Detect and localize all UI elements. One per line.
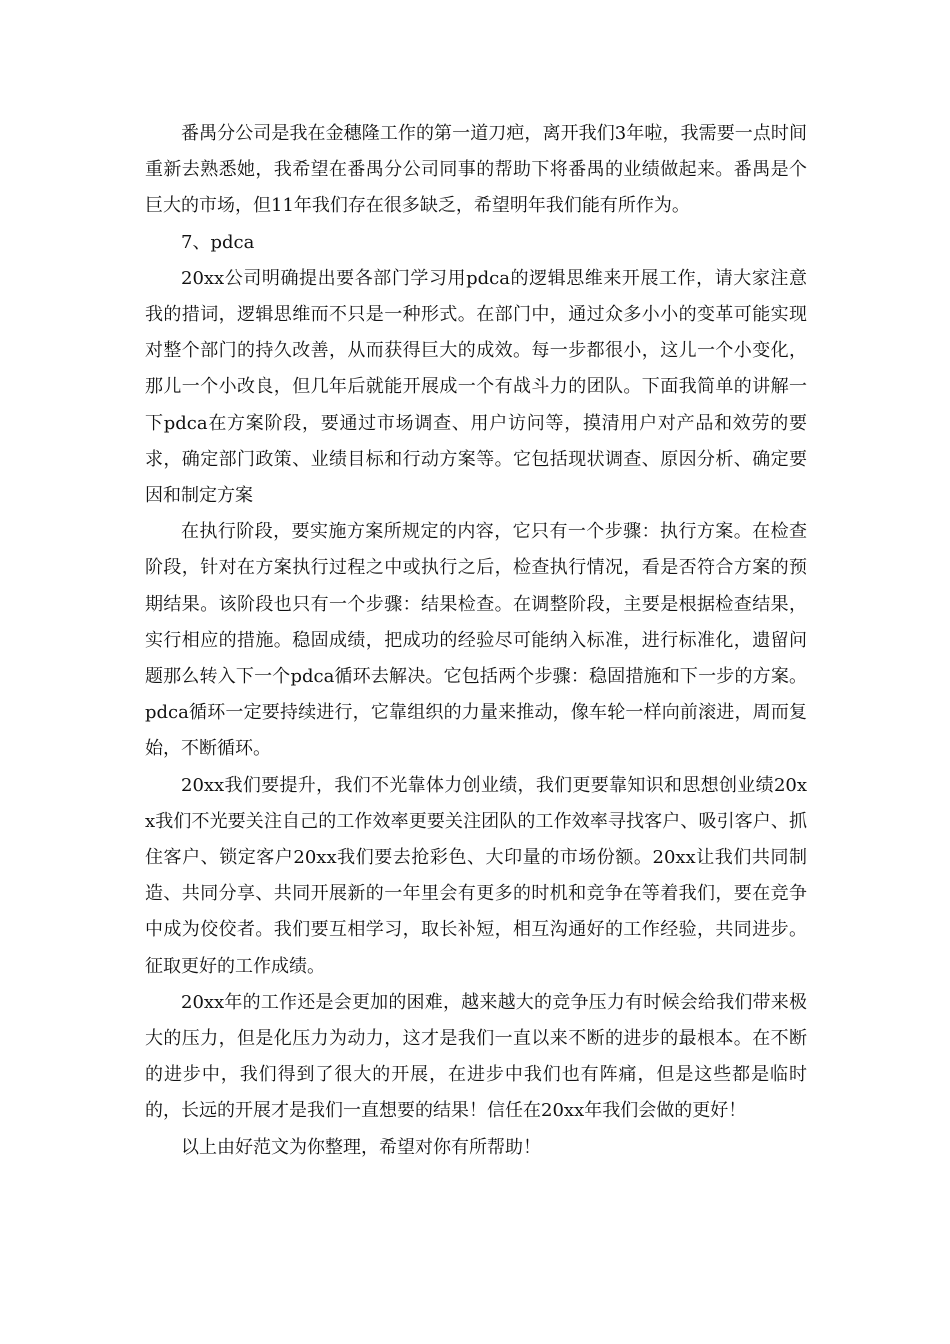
document-body [145, 116, 807, 1166]
paragraph-pdca-do-check-act: 在执行阶段，要实施方案所规定的内容，它只有一个步骤：执行方案。在检查阶段，针对在方案执行过程之中或执行之后，检查执行情况，看是否符合方案的预期结果。该阶段也只有一个步骤：结果检查。在调整阶段，主要是根据检查结果，实行相应的措施。稳固成绩，把成功的经验尽可能纳入标准，进行标准化，遗留问题那么转入下一个pdca循环去解决。它包括两个步骤：稳固措施和下一步的方案。pdca循环一定要持续进行，它靠组织的力量来推动，像车轮一样向前滚进，周而复始，不断循环。 [145, 521, 807, 760]
heading-pdca: 7、pdca [181, 231, 255, 253]
paragraph-pdca-plan: 20xx公司明确提出要各部门学习用pdca的逻辑思维来开展工作，请大家注意我的措词，逻辑思维而不只是一种形式。在部门中，通过众多小小的变革可能实现对整个部门的持久改善，从而获得巨大的成效。每一步都很小，这儿一个小变化，那儿一个小改良，但几年后就能开展成一个有战斗力的团队。下面我简单的讲解一下pdca在方案阶段，要通过市场调查、用户访问等，摸清用户对产品和效劳的要求，确定部门政策、业绩目标和行动方案等。它包括现状调查、原因分析、确定要因和制定方案 [145, 267, 807, 507]
paragraph-improvement: 20xx我们要提升，我们不光靠体力创业绩，我们更要靠知识和思想创业绩20xx我们不光要关注自己的工作效率更要关注团队的工作效率寻找客户、吸引客户、抓住客户、锁定客户20xx我们要去抢彩色、大印量的市场份额。20xx让我们共同制造、共同分享、共同开展新的一年里会有更多的时机和竞争在等着我们，要在竞争中成为佼佼者。我们要互相学习，取长补短，相互沟通好的工作经验，共同进步。征取更好的工作成绩。 [145, 774, 807, 977]
paragraph-panyu-branch: 番禺分公司是我在金穗隆工作的第一道刀疤，离开我们3年啦，我需要一点时间重新去熟悉她，我希望在番禺分公司同事的帮助下将番禺的业绩做起来。番禺是个巨大的市场，但11年我们存在很多缺乏，希望明年我们能有所作为。 [145, 123, 807, 217]
paragraph-outlook: 20xx年的工作还是会更加的困难，越来越大的竞争压力有时候会给我们带来极大的压力，但是化压力为动力，这才是我们一直以来不断的进步的最根本。在不断的进步中，我们得到了很大的开展，在进步中我们也有阵痛，但是这些都是临时的，长远的开展才是我们一直想要的结果！信任在20xx年我们会做的更好！ [145, 991, 807, 1122]
paragraph-closing: 以上由好范文为你整理，希望对你有所帮助！ [181, 1136, 541, 1158]
